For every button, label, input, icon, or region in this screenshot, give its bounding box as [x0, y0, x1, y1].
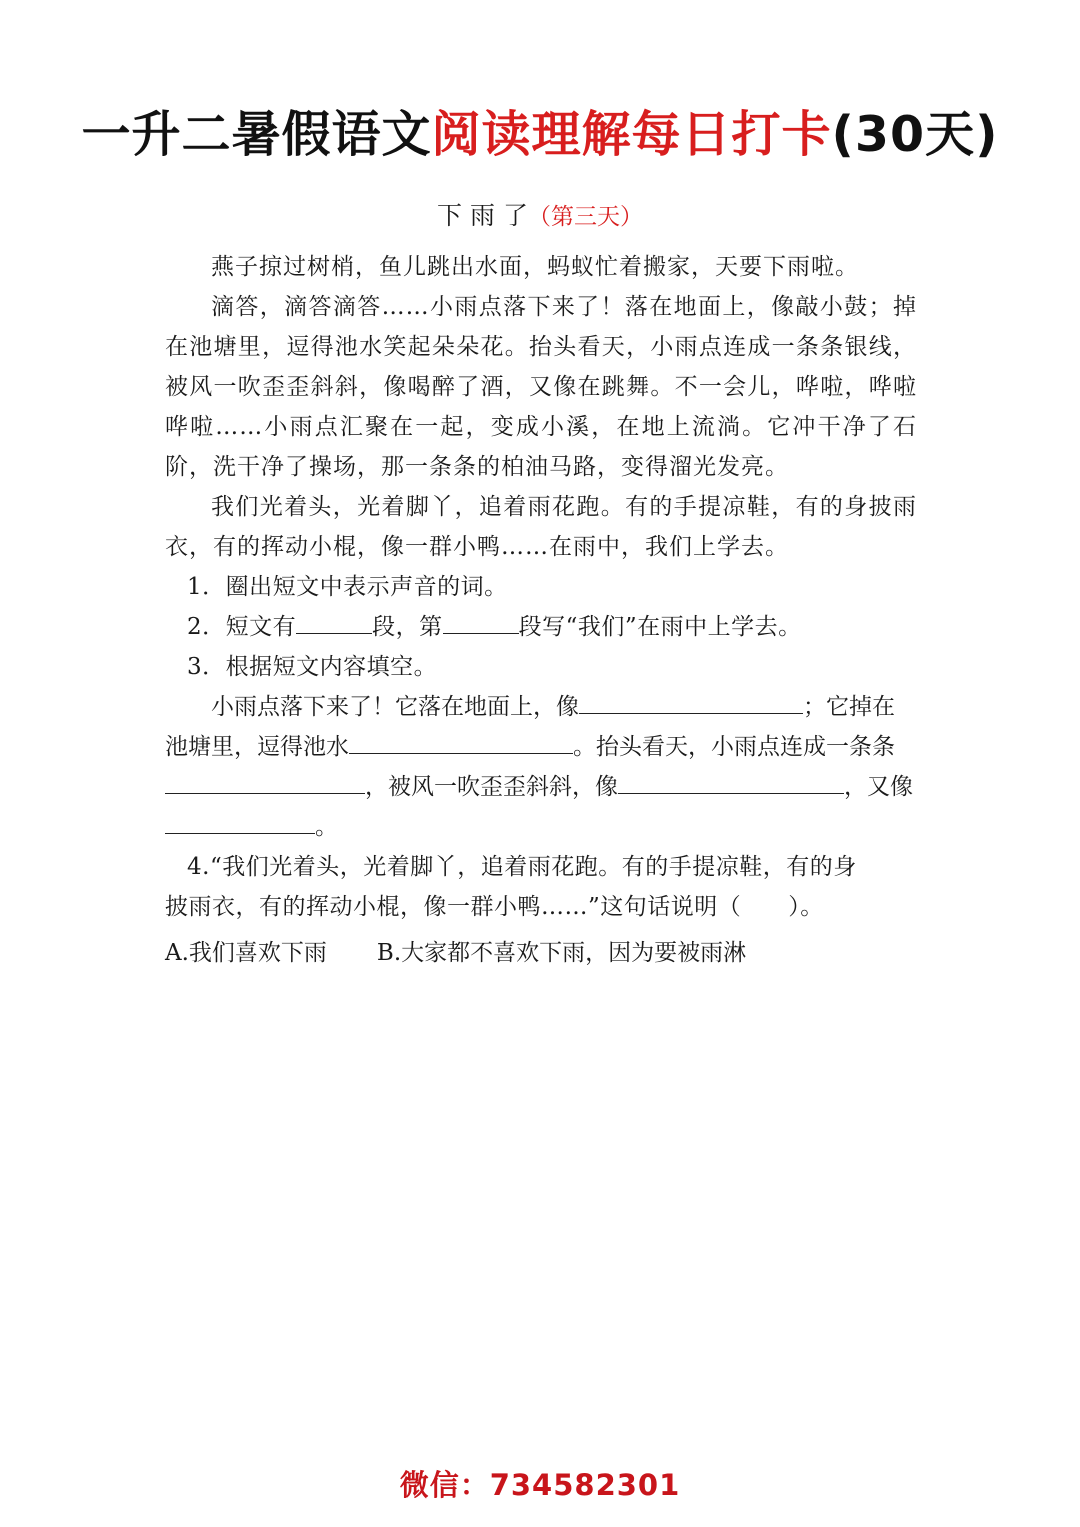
- question-4-line-2: 披雨衣，有的挥动小棍，像一群小鸭……”这句话说明（ ）。: [165, 894, 824, 920]
- passage-paragraph-1: 燕子掠过树梢，鱼儿跳出水面，蚂蚁忙着搬家，天要下雨啦。: [211, 254, 859, 280]
- passage-heading: [0, 196, 1080, 237]
- option-b[interactable]: B.大家都不喜欢下雨，因为要被雨淋: [376, 940, 747, 966]
- worksheet-content: [165, 247, 917, 973]
- answer-blank[interactable]: [349, 727, 573, 754]
- option-a[interactable]: A.我们喜欢下雨: [165, 940, 327, 966]
- question-4-options: [165, 933, 917, 973]
- passage-paragraph-3: 我们光着头，光着脚丫，追着雨花跑。有的手提凉鞋，有的身披雨衣，有的挥动小棍，像一群小鸭……在雨中，我们上学去。: [165, 494, 917, 560]
- fill-text-segment: ，被风一吹歪歪斜斜，像: [365, 774, 618, 800]
- question-2-text-c: 段写“我们”在雨中上学去。: [518, 614, 802, 640]
- answer-blank[interactable]: [579, 687, 803, 714]
- wechat-contact: 微信：734582301: [399, 1468, 681, 1502]
- question-2-text-a: 2．短文有: [187, 614, 297, 640]
- question-1: 1．圈出短文中表示声音的词。: [187, 574, 508, 600]
- fill-text-segment: ，又像: [844, 774, 913, 800]
- question-2: [165, 607, 917, 647]
- fill-text-segment: 。抬头看天，小雨点连成一条条: [573, 734, 895, 760]
- question-4: [165, 847, 917, 927]
- answer-blank[interactable]: [296, 607, 372, 634]
- answer-blank[interactable]: [165, 767, 365, 794]
- passage-title: 下 雨 了: [437, 201, 528, 230]
- day-label: （第三天）: [527, 204, 643, 230]
- question-4-line-1: 4.“我们光着头，光着脚丫，追着雨花跑。有的手提凉鞋，有的身: [187, 854, 857, 880]
- fill-text-segment: ；它掉在池塘里，逗得池水: [165, 694, 895, 760]
- answer-blank[interactable]: [443, 607, 519, 634]
- title-red-part: 阅读理解每日打卡: [431, 106, 832, 163]
- question-2-text-b: 段，第: [372, 614, 443, 640]
- answer-blank[interactable]: [618, 767, 844, 794]
- page-title: [0, 100, 1080, 170]
- question-3: 3．根据短文内容填空。: [187, 654, 438, 680]
- fill-text-segment: 。: [315, 814, 338, 840]
- question-3-fill-text: [165, 687, 917, 847]
- title-black-part: 一升二暑假语文: [81, 106, 432, 163]
- answer-blank[interactable]: [165, 807, 315, 834]
- title-tail: (30天): [831, 106, 999, 163]
- fill-text-segment: 小雨点落下来了！它落在地面上，像: [211, 694, 579, 720]
- passage-paragraph-2: 滴答，滴答滴答……小雨点落下来了！落在地面上，像敲小鼓；掉在池塘里，逗得池水笑起朵朵花。抬头看天，小雨点连成一条条银线，被风一吹歪歪斜斜，像喝醉了酒，又像在跳舞。不一会儿，哗啦，哗啦哗啦……小雨点汇聚在一起，变成小溪，在地上流淌。它冲干净了石阶，洗干净了操场，那一条条的柏油马路，变得溜光发亮。: [165, 294, 917, 480]
